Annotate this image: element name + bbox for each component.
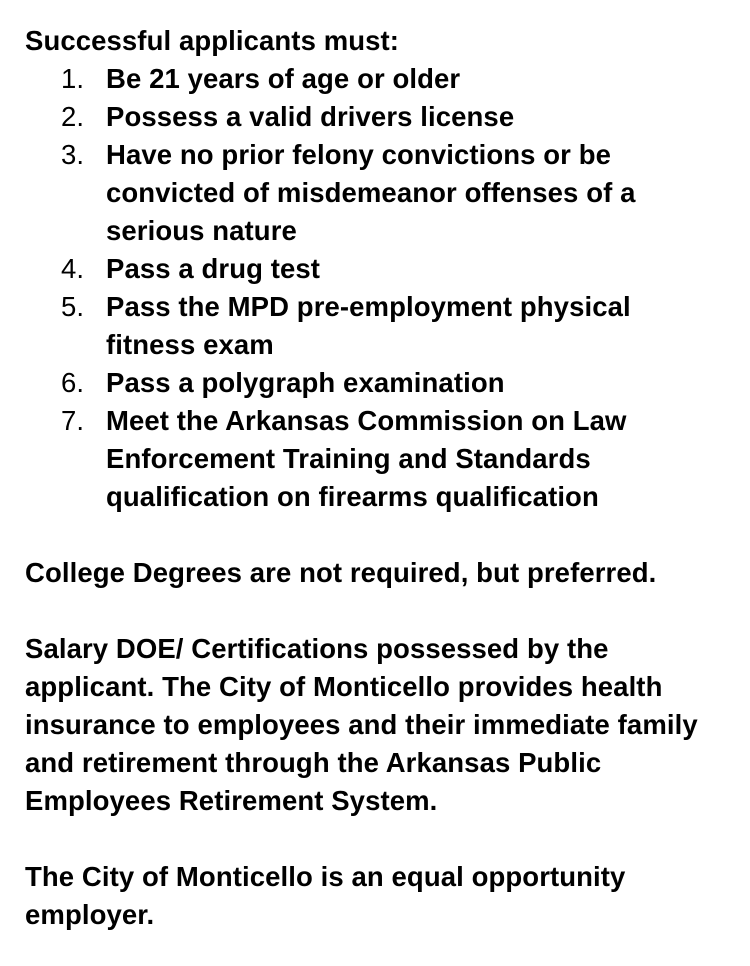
- list-item-number: 6.: [61, 367, 85, 398]
- list-item-number: 4.: [61, 253, 85, 284]
- list-item: [25, 136, 686, 250]
- list-item-text: Pass a drug test: [106, 253, 321, 284]
- list-item: [25, 60, 686, 98]
- requirements-heading: Successful applicants must:: [25, 25, 400, 56]
- list-item: [25, 288, 686, 364]
- list-item-number: 2.: [61, 101, 85, 132]
- list-item-text: Have no prior felony convictions or be convicted of misdemeanor offenses of a serious nature: [106, 139, 636, 246]
- list-item: [25, 250, 686, 288]
- list-item-text: Pass the MPD pre-employment physical fitness exam: [106, 291, 631, 360]
- list-item-text: Meet the Arkansas Commission on Law Enforcement Training and Standards qualification on firearms qualification: [106, 405, 627, 512]
- list-item: [25, 364, 686, 402]
- salary-note: Salary DOE/ Certifications possessed by the applicant. The City of Monticello provides health insurance to employees and their immediate family and retirement through the Arkansas Public Employees Retirement System.: [25, 633, 698, 816]
- list-item-number: 3.: [61, 139, 85, 170]
- requirements-list: [25, 60, 750, 516]
- list-item: [25, 402, 686, 516]
- eeo-note: The City of Monticello is an equal opportunity employer.: [25, 861, 626, 930]
- list-item-number: 7.: [61, 405, 85, 436]
- list-item: [25, 98, 686, 136]
- list-item-text: Be 21 years of age or older: [106, 63, 461, 94]
- list-item-text: Possess a valid drivers license: [106, 101, 515, 132]
- document-body: [25, 22, 750, 934]
- list-item-number: 5.: [61, 291, 85, 322]
- degree-note: College Degrees are not required, but preferred.: [25, 557, 657, 588]
- list-item-number: 1.: [61, 63, 85, 94]
- list-item-text: Pass a polygraph examination: [106, 367, 505, 398]
